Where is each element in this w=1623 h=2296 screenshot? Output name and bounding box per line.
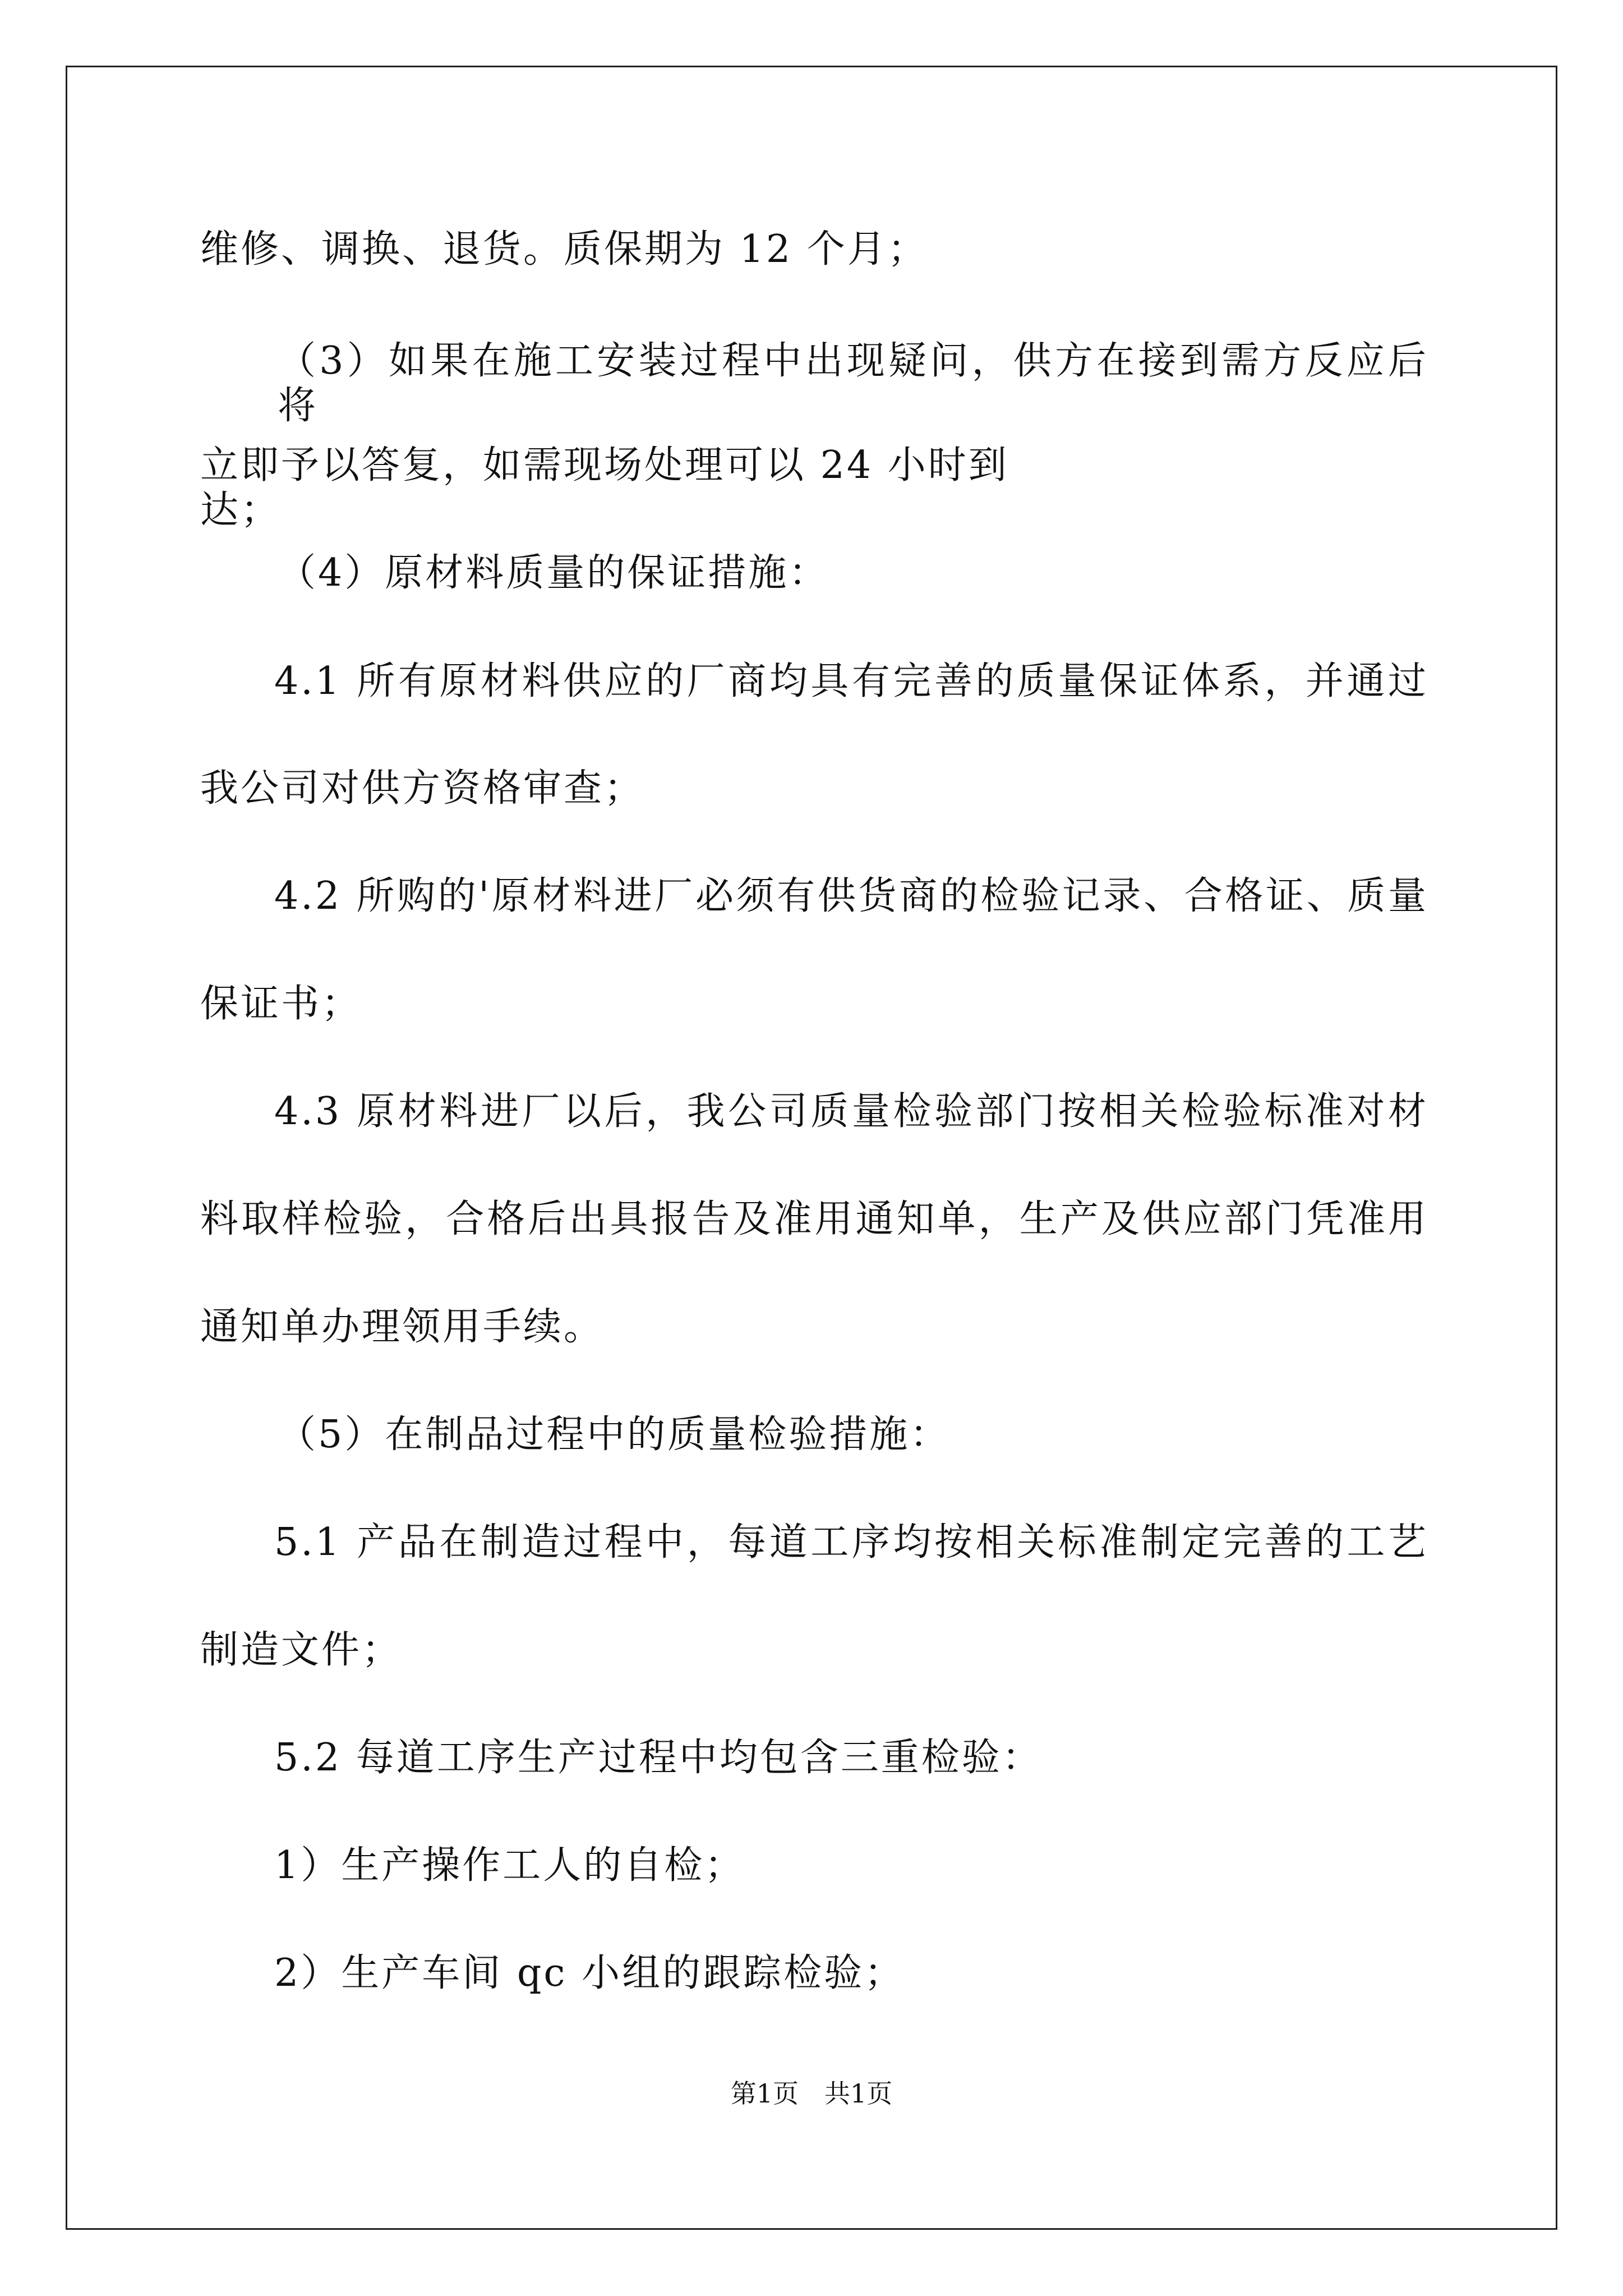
paragraph-line: 立即予以答复，如需现场处理可以 24 小时到达； — [200, 443, 1009, 532]
paragraph-line: （3）如果在施工安装过程中出现疑问，供方在接到需方反应后将 — [278, 339, 1428, 428]
paragraph-line: 4.1 所有原材料供应的厂商均具有完善的质量保证体系，并通过 — [274, 659, 1428, 703]
page-footer: 第1页 共1页 — [730, 2078, 893, 2109]
paragraph-line: 5.1 产品在制造过程中，每道工序均按相关标准制定完善的工艺 — [274, 1520, 1428, 1565]
paragraph-line: 保证书； — [200, 982, 362, 1026]
paragraph-line: 2）生产车间 qc 小组的跟踪检验； — [274, 1951, 905, 1995]
paragraph-line: 维修、调换、退货。质保期为 12 个月； — [200, 227, 928, 272]
paragraph-line: （5）在制品过程中的质量检验措施： — [278, 1412, 951, 1457]
paragraph-line: 通知单办理领用手续。 — [200, 1305, 605, 1349]
paragraph-line: 制造文件； — [200, 1628, 403, 1672]
paragraph-line: 1）生产操作工人的自检； — [274, 1843, 745, 1888]
paragraph-line: 5.2 每道工序生产过程中均包含三重检验： — [274, 1736, 1043, 1780]
paragraph-line: 4.2 所购的'原材料进厂必须有供货商的检验记录、合格证、质量 — [274, 874, 1428, 918]
paragraph-line: 我公司对供方资格审查； — [200, 766, 645, 811]
paragraph-line: 4.3 原材料进厂以后，我公司质量检验部门按相关检验标准对材 — [274, 1089, 1428, 1134]
paragraph-line: （4）原材料质量的保证措施： — [278, 551, 829, 595]
paragraph-line: 料取样检验，合格后出具报告及准用通知单，生产及供应部门凭准用 — [200, 1197, 1428, 1241]
document-body — [200, 0, 1428, 2188]
